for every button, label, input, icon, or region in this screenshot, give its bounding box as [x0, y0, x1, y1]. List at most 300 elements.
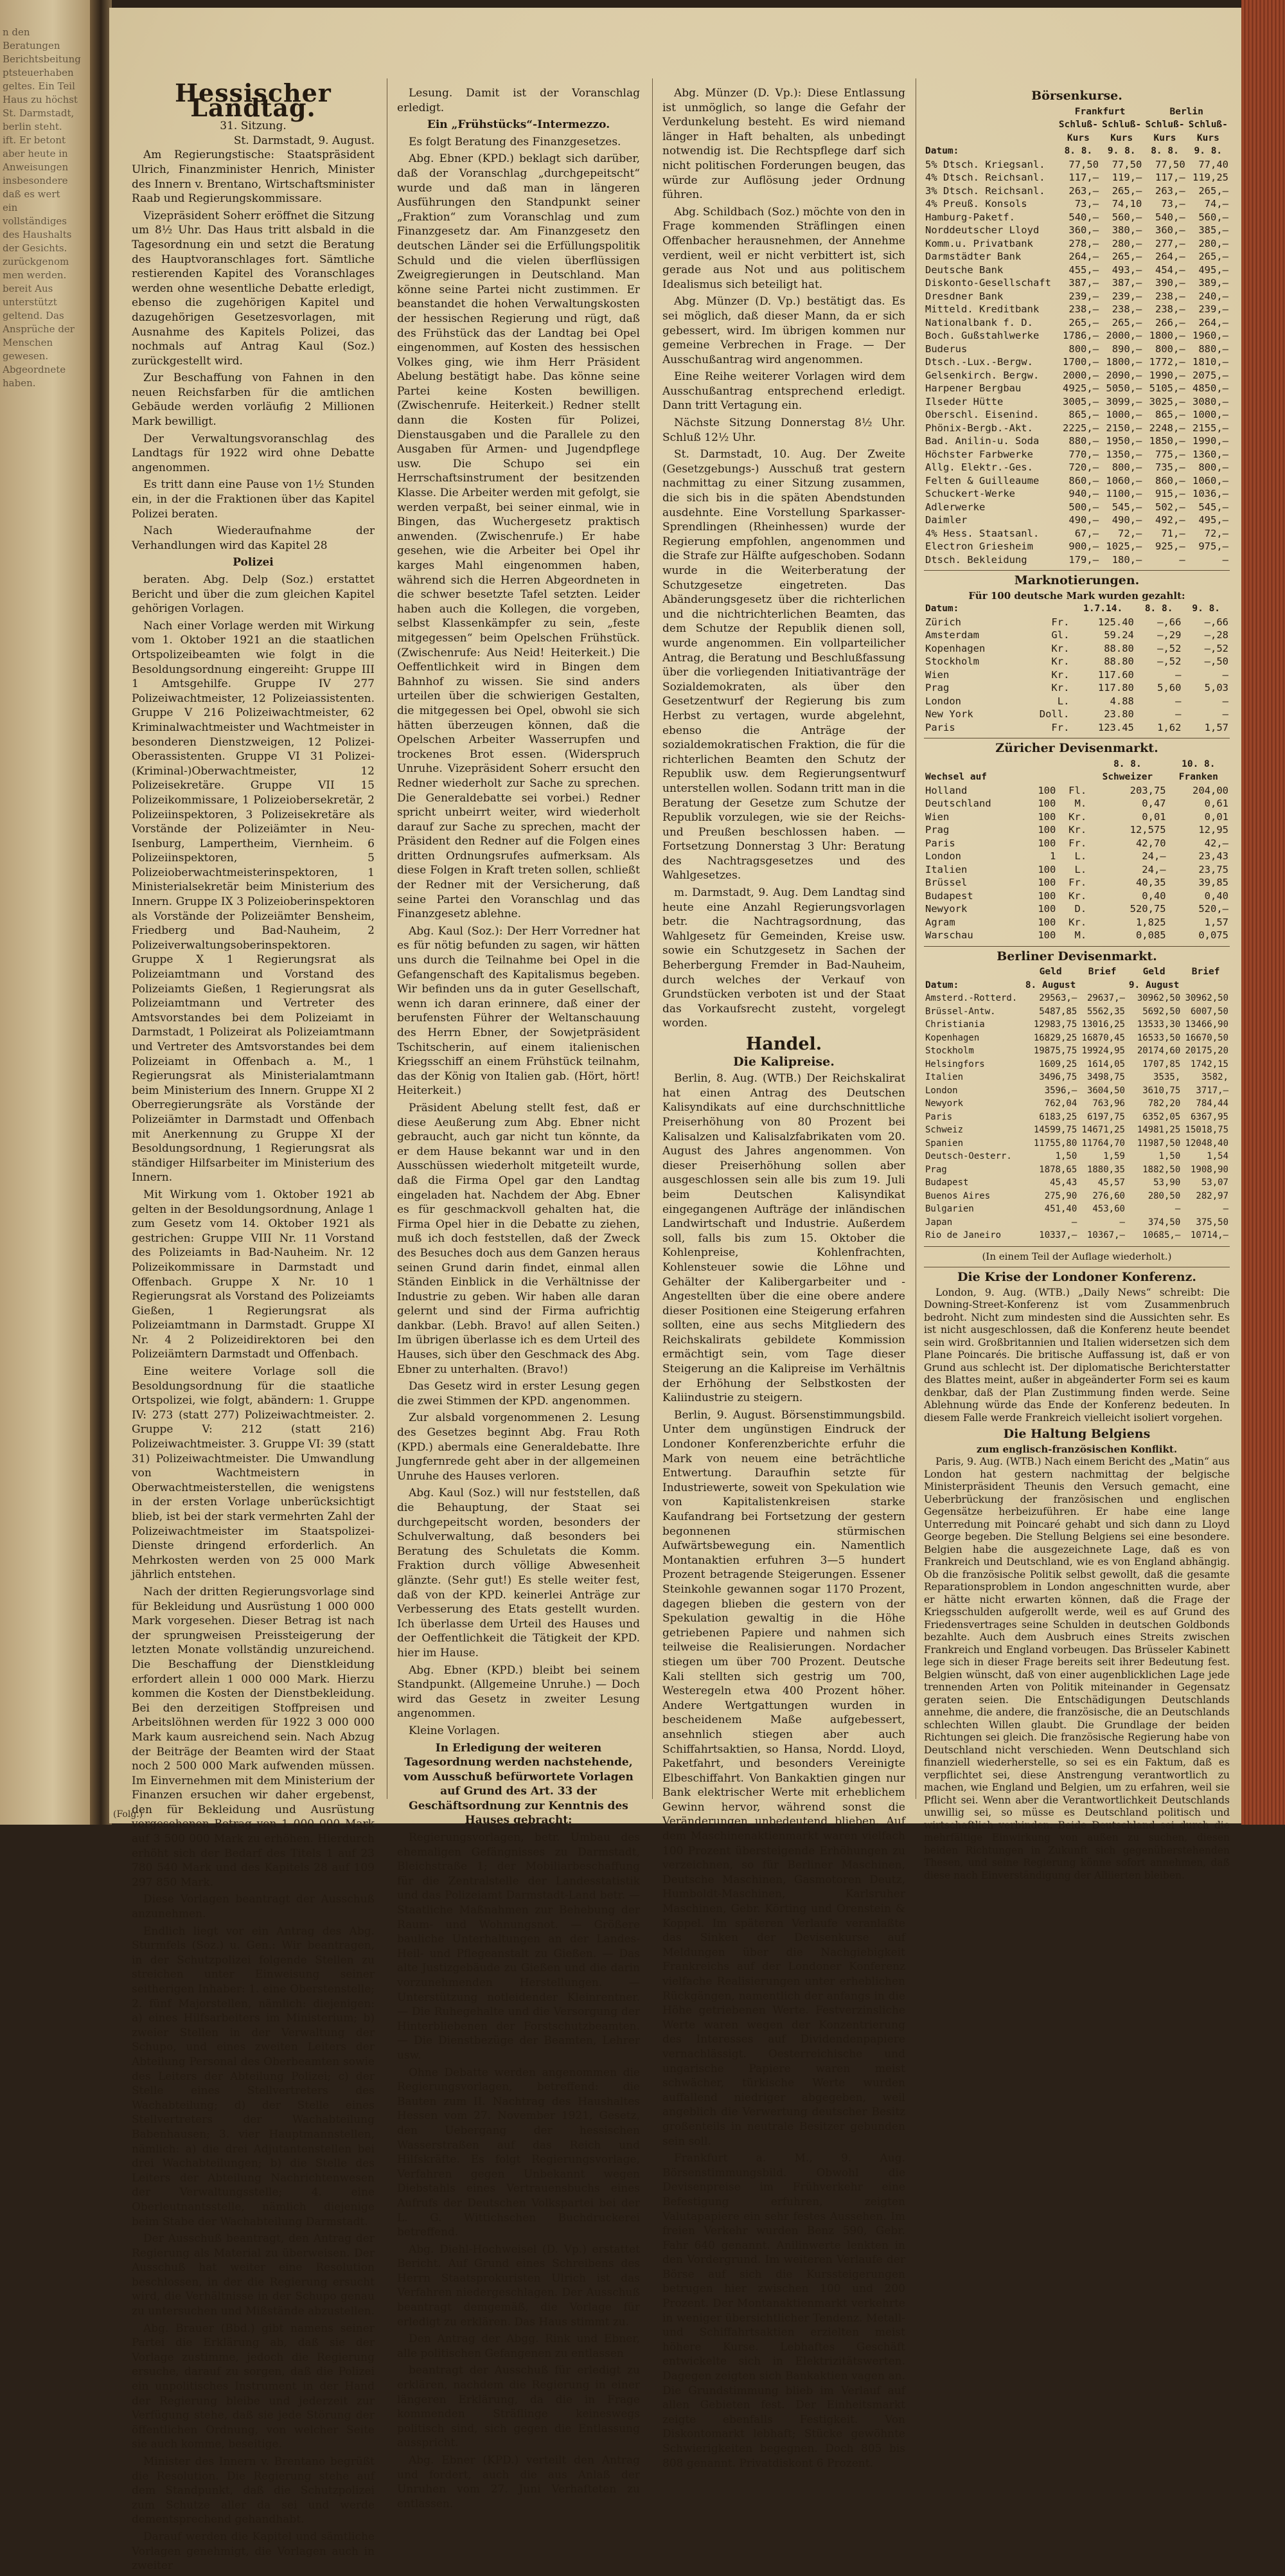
table-cell: — [1174, 1204, 1181, 1214]
table-cell: 940,— [1068, 488, 1099, 499]
table-header-cell: Datum: [925, 146, 959, 156]
subheading: In Erledigung der weiteren Tagesordnung werden nachstehende, vom Ausschuß befürwortete Vorlagen auf Grund des Art. 33 der Geschäftsordnung zur Kenntnis des Hauses gebracht: [403, 1741, 634, 1827]
table-cell: 19924,95 [1081, 1046, 1125, 1056]
table-cell: 0,075 [1198, 929, 1228, 941]
table-cell: 5% Dtsch. Kriegsanl. [925, 158, 1045, 170]
column-3 [662, 86, 905, 2473]
table-row [924, 681, 1230, 695]
zurich-title: Züricher Devisenmarkt. [995, 741, 1158, 755]
table-row [924, 474, 1230, 488]
paragraph: Präsident Abelung stellt fest, daß er diese Aeußerung zum Abg. Ebner nicht gebraucht, auch gar nicht tun könnte, da er dem Hause bekannt war und in den Ausschüssen wiederholt mitgeteilt wurde, daß die Firma Opel gar den Landtag eingeladen hat. Nachdem der Abg. Ebner es für geschmackvoll gehalten hat, die Firma Opel hier in die Debatte zu ziehen, muß ich doch feststellen, daß der Zweck des Besuches doch aus dem Ganzen heraus seinen Grund darin findet, einmal allen Ständen Einblick in die Verhältnisse der Industrie zu geben. Wir haben alle daran gelernt und sind der Firma aufrichtig dankbar. (Lebh. Bravo! auf allen Seiten.) Im übrigen überlasse ich es dem Urteil des Hauses, sich über den Geschmack des Abg. Ebner zu unterhalten. (Bravo!) [397, 1101, 640, 1376]
table-cell: Kr. [1068, 810, 1087, 823]
table-row [924, 540, 1230, 553]
table-cell: Warschau [925, 929, 973, 941]
table-cell: —,66 [1204, 616, 1228, 628]
table-row [924, 382, 1230, 395]
table-cell: 4925,— [1063, 382, 1099, 394]
table-cell: Phönix-Bergb.-Akt. [925, 422, 1033, 434]
table-row [924, 916, 1230, 929]
mark-subtitle: Für 100 deutsche Mark wurden gezahlt: [968, 589, 1185, 602]
table-cell: Adlerwerke [925, 501, 986, 513]
table-header-cell: 9. 8. [1192, 604, 1221, 614]
table-header-cell: Schluß- [1102, 120, 1142, 130]
table-cell: 77,50 [1068, 158, 1099, 170]
table-cell: 263,— [1155, 184, 1185, 197]
table-cell: 204,00 [1192, 784, 1228, 796]
table-header-cell [924, 132, 1057, 145]
table-cell: 975,— [1198, 541, 1228, 552]
table-header-cell: Wechsel auf [925, 772, 988, 782]
table-row [924, 461, 1230, 474]
subheading: Die Kalipreise. [733, 1054, 835, 1069]
table-cell: 6183,25 [1039, 1111, 1077, 1122]
table-row [924, 355, 1230, 369]
table-cell: Stockholm [925, 1046, 974, 1056]
divider [924, 1246, 1230, 1247]
table-cell: 88.80 [1104, 642, 1134, 654]
table-cell: 451,40 [1044, 1204, 1077, 1214]
paragraph: Mit Wirkung vom 1. Oktober 1921 ab gelten in der Besoldungsordnung, Anlage 1 zum Gesetz vom 14. Oktober 1921 als gestrichen: Gruppe VIII Nr. 11 Vorstand des Polizeiamts in Bad-Nauheim. Nr. 12 Polizeikommissare in Darmstadt und Offenbach. Gruppe X Nr. 10 1 Regierungsrat als Vorstand des Polizeiamts Gießen, 1 Regierungsrat als Polizeiamtmann in Darmstadt. Gruppe XI Nr. 4 2 Polizeidirektoren bei den Polizeiämtern Darmstadt und Offenbach. [132, 1188, 375, 1361]
table-cell: 30962,50 [1137, 993, 1181, 1003]
table-cell: 264,— [1068, 251, 1099, 262]
table-header-cell [924, 758, 1026, 771]
table-cell: 4.88 [1110, 695, 1134, 707]
table-cell: — [1222, 553, 1228, 566]
table-cell: Fr. [1068, 877, 1087, 888]
table-row [924, 810, 1230, 824]
table-cell: Fr. [1051, 721, 1070, 733]
table-cell: 380,— [1112, 224, 1142, 236]
boersen-table [924, 105, 1230, 567]
table-cell: 12,95 [1198, 824, 1228, 836]
paragraph: Endlich liegt vor ein Antrag des Abg. Sturmfels (Soz.) u. Gen.: Wir beantragen, in der Schutzpolizei folgende Stellen zu streichen unter Einweisung seiner seitherigen Inhaber: 1. eine Oberstenstelle; 2. fünf Majorstellen, nämlich: diejenigen: a) eines Hilfsarbeiters im Ministerium; b) zweier Stellen in der Verwaltung der Schupo, und eines zweiten Leiters der Abteilung Personal des Oberbeamten sowie des Leiters der Abteilung Polizei; c) der Stelle eines Stellvertreters des Wachabteilung; d) der Stelle eines Stellvertreters der Wachabteilung Babenhausen; 3. vier Hauptmannstellen, nämlich: a) die drei Adjutantenstellen bei drei Wachabteilungen; b) die Stelle des Leiters der Abteilung Nachrichtenwesen der Verwaltungsstelle; 4. eine Oberleutnantsstelle, nämlich diejenige beim Stabe der Wachabteilung Darmstadt. [132, 1924, 375, 2228]
table-cell: London [925, 850, 961, 862]
table-cell: 88.80 [1104, 656, 1134, 667]
table-cell: — [1119, 1217, 1125, 1228]
table-cell: 1350,— [1106, 448, 1142, 460]
table-header-cell: 9. 8. [1194, 146, 1223, 156]
table-header-cell: 9. August [1128, 979, 1180, 990]
table-header-cell: 9. 8. [1107, 146, 1136, 156]
table-cell: 240,— [1198, 290, 1228, 302]
table-row [924, 250, 1230, 264]
table-cell: 117,— [1068, 172, 1099, 183]
table-cell: 6197,75 [1086, 1111, 1125, 1122]
table-cell: 180,— [1112, 553, 1142, 566]
table-header-cell: 1.7.14. [1083, 604, 1123, 614]
table-cell: Fr. [1068, 837, 1087, 849]
table-cell: Zürich [925, 616, 961, 628]
table-header-row [924, 758, 1230, 771]
mark-table [924, 602, 1230, 734]
article-body [662, 86, 905, 2471]
paragraph: Berlin, 8. Aug. (WTB.) Der Reichskalirat hat einen Antrag des Deutschen Kalisyndikats auf eine durchschnittliche Preiserhöhung von 80 Prozent bei Kalisalzen und Kalisalzfabrikaten vom 20. August des Jahres angenommen. Von dieser Preiserhöhung sollen aber ausgeschlossen sein alle bis zum 19. Juli beim Deutschen Kalisyndikat eingegangenen Aufträge der inländischen Landwirtschaft und Industrie. Außerdem soll, falls bis zum 15. Oktober die Kohlenpreise, Kohlenfrachten, Kohlensteuer sowie die Löhne und Gehälter der Kalibergarbeiter und -Angestellten über die eine obere andere dieser Positionen eine Steigerung erfahren sollten, eine aus sechs Mitgliedern des Reichskalirats gebildete Kommission ermächtigt sein, vom Tage dieser Steigerung an die Kalipreise im Verhältnis der Erhöhung der Selbstkosten der Kaliindustrie zu steigern. [662, 1072, 905, 1405]
table-header-cell: Geld [1039, 967, 1062, 977]
table-cell: Buenos Aires [925, 1190, 991, 1201]
table-cell: 263,— [1068, 184, 1099, 197]
table-cell: — [1222, 708, 1228, 720]
paragraph: Minister des Innern v. Brentano begrüßt die Resolution. Die Regierung stehe auf dem Standpunkt, daß die Schutzpolizei zum Schutze aller da sei und werde dementsprechend gehandhabt. [132, 2455, 375, 2527]
table-cell: 495,— [1198, 264, 1228, 276]
subheading: Handel. [745, 1034, 822, 1054]
table-row [924, 1111, 1230, 1124]
table-cell: Kr. [1051, 642, 1070, 654]
table-cell: 1,57 [1204, 721, 1228, 733]
table-row [924, 237, 1230, 251]
paragraph: beantragt der Ausschuß für erledigt zu erklären, nachdem die Regierung in einer längeren Erklärung, da die in Frage kommenden Sträflinge keineswegs politisch sind, sich gegen die Entlassung ausspricht. [397, 2364, 640, 2450]
table-row [924, 1032, 1230, 1045]
table-cell: 860,— [1155, 474, 1185, 487]
table-cell: Kr. [1068, 824, 1087, 836]
table-cell: 492,— [1155, 514, 1185, 526]
table-cell: 1786,— [1063, 330, 1099, 341]
table-row [924, 902, 1230, 916]
table-cell: 490,— [1112, 514, 1142, 526]
table-cell: 6352,05 [1142, 1111, 1181, 1122]
table-cell: 1000,— [1106, 409, 1142, 420]
table-cell: —,52 [1157, 656, 1182, 667]
table-cell: 1036,— [1192, 488, 1228, 499]
table-cell: 239,— [1068, 290, 1099, 302]
table-cell: Amsterd.-Rotterd. [925, 993, 1018, 1003]
table-cell: 0,61 [1204, 798, 1228, 809]
table-cell: 800,— [1198, 461, 1228, 473]
table-cell: 800,— [1155, 343, 1185, 355]
table-cell: 3582, [1201, 1072, 1228, 1082]
table-cell: Electron Griesheim [925, 541, 1033, 552]
divider [924, 570, 1230, 571]
table-cell: 455,— [1068, 264, 1099, 276]
table-cell: Agram [925, 916, 955, 928]
table-cell: Italien [925, 1072, 964, 1082]
table-cell: 265,— [1112, 251, 1142, 262]
paragraph: Eine Reihe weiterer Vorlagen wird dem Ausschußantrag entsprechend erledigt. Dann tritt Vertagung ein. [662, 370, 905, 413]
table-cell: Schuckert-Werke [925, 488, 1015, 499]
table-cell: 1060,— [1192, 474, 1228, 487]
table-cell: 1614,05 [1086, 1059, 1125, 1069]
column-rule [652, 78, 653, 1799]
table-cell: 387,— [1068, 277, 1099, 289]
table-row [924, 837, 1230, 850]
table-cell: 14599,75 [1033, 1125, 1077, 1135]
table-cell: 77,50 [1155, 158, 1185, 170]
table-cell: 16870,45 [1081, 1032, 1125, 1043]
table-cell: 278,— [1068, 237, 1099, 249]
table-row [924, 264, 1230, 277]
table-cell: 3604,50 [1086, 1085, 1125, 1096]
table-header-cell: Schluß- [1188, 120, 1228, 130]
table-cell: 1360,— [1192, 448, 1228, 460]
table-cell: 1000,— [1192, 409, 1228, 420]
table-cell: 1,825 [1135, 916, 1166, 928]
table-row [924, 784, 1230, 798]
table-cell: 280,— [1112, 237, 1142, 249]
table-cell: 3496,75 [1039, 1072, 1077, 1082]
table-row [924, 1044, 1230, 1058]
table-row [924, 1229, 1230, 1242]
table-row [924, 290, 1230, 303]
table-cell: 45,43 [1050, 1177, 1077, 1188]
table-cell: 264,— [1155, 251, 1185, 262]
table-cell: 453,60 [1092, 1204, 1125, 1214]
table-header-cell [1057, 758, 1088, 771]
table-cell: 117.80 [1097, 682, 1134, 693]
table-row [924, 369, 1230, 382]
table-cell: Paris [925, 721, 955, 733]
table-cell: 1025,— [1106, 541, 1142, 552]
table-row [924, 1203, 1230, 1216]
table-cell: Kr. [1051, 668, 1070, 681]
table-cell: 282,97 [1196, 1190, 1228, 1201]
table-cell: Höchster Farbwerke [925, 448, 1033, 460]
table-cell: Fl. [1068, 784, 1087, 796]
table-cell: 3596,— [1044, 1085, 1077, 1096]
article-body [132, 148, 375, 2573]
table-cell: 0,40 [1142, 890, 1166, 902]
table-cell: 5,60 [1157, 682, 1182, 693]
table-cell: —,52 [1204, 642, 1228, 654]
table-cell: 100 [1038, 784, 1056, 796]
table-cell: 14981,25 [1137, 1125, 1181, 1135]
table-cell: Hamburg-Paketf. [925, 211, 1015, 223]
table-row [924, 184, 1230, 198]
table-cell: Rio de Janeiro [925, 1230, 1002, 1240]
table-cell: 23.80 [1104, 708, 1134, 720]
table-cell: 72,— [1118, 527, 1142, 539]
table-cell: 3025,— [1149, 395, 1185, 407]
table-row [924, 1150, 1230, 1163]
belgien-text: Paris, 9. Aug. (WTB.) Nach einem Bericht des „Matin“ aus London hat gestern nachmittag der belgische Ministerpräsident Theunis den Versuch gemacht, eine Ueberbrückung der französischen und englischen Gegensätze herbeizuführen. Er habe eine lange Unterredung mit Poincaré gehabt und sich dann zu Lloyd George begeben. Die Stellung Belgiens sei eine besondere. Belgien habe die ausgezeichnete Lage, daß es von Frankreich und Deutschland, wie es von England abhängig. Ob die französische Politik selbst gewollt, daß die gesamte Reparationsproblem in London angeschnitten wurde, aber er hätte nicht erwarten können, daß die Frage der Kriegsschulden aufgerollt werde, weil es auf Grund des Friedensvertrages seine Schulden in deutschen Goldbonds bezahlte. Auch dem Ausbruch eines Streits zwischen Frankreich und England vorbeugen. Das Brüsseler Kabinett lege sich in dieser Frage bereits seit ihrer Bedeutung fest. Belgien wünscht, daß von einer augenblicklichen Lage jede trennenden Arten von Politik miteinander in Gegensatz geraten seien. Die Entschädigungen Deutschlands annehme, die andere, die französische, die an Deutschlands schlechten Willen glaubt. Die Grundlage der beiden Richtungen sei gleich. Die französische Regierung habe von Deutschland nicht verschieden. Wenn Deutschland sich finanziell wiederherstelle, so sei es ein Faktum, daß es verpflichtet sei, diese Anstrengung verantwortlich zu machen, wie England und Belgien, um zu erfahren, weil sie Pflicht sei. Wenn aber die Verantwortlichkeit Deutschlands unwillig sei, so müsse es Deutschland politisch und wirtschaftlich verbinden. Beide Deutschland sei durch die mehrfältige Einwirkung von außen zu suchen, diesen beiden Richtungen in Zukunft sich gegenüberstehenden Thesen, und seine Regierung könne sofort annehmen, daß diese nach Einverständigung der Alliierten bleiben. [924, 1456, 1230, 1881]
table-cell: 493,— [1112, 264, 1142, 276]
table-row [924, 1123, 1230, 1137]
table-cell: 42,70 [1135, 837, 1166, 849]
table-cell: Harpener Bergbau [925, 382, 1022, 394]
table-header-row [924, 105, 1230, 119]
paragraph: Eine weitere Vorlage soll die Besoldungsordnung für die staatliche Ortspolizei, wie folgt, abändern: 1. Gruppe IV: 273 (statt 277) Polizeiwachtmeister. 2. Gruppe V: 212 (statt 216) Polizeiwachtmeister. 3. Gruppe VI: 39 (statt 31) Polizeiwachtmeister. Die Umwandlung von Wachtmeistern in Oberwachtmeisterstellen, die wenigstens in der ersten Vorlage unberücksichtigt blieb, ist bei der stark vermehrten Zahl der Polizeiwachtmeister im Staatspolizei-Dienste dringend erforderlich. An Mehrkosten werden von 25 000 Mark jährlich entstehen. [132, 1365, 375, 1582]
table-header-cell: Schluß- [1145, 120, 1185, 130]
table-cell: 20175,20 [1185, 1046, 1228, 1056]
book-gutter [90, 0, 112, 1825]
paragraph: Nach Wiederaufnahme der Verhandlungen wird das Kapitel 28 [132, 524, 375, 552]
subheading: Ein „Frühstücks“-Intermezzo. [427, 118, 610, 132]
table-row [924, 1163, 1230, 1177]
table-cell: 14671,25 [1081, 1125, 1125, 1135]
table-cell: 1880,35 [1086, 1164, 1125, 1175]
table-cell: 374,50 [1148, 1217, 1181, 1228]
table-cell: — [1223, 1204, 1228, 1214]
table-cell: 20174,60 [1137, 1046, 1181, 1056]
table-row [924, 1176, 1230, 1190]
table-cell: 545,— [1112, 501, 1142, 513]
table-cell: 3099,— [1106, 395, 1142, 407]
table-cell: 495,— [1198, 514, 1228, 526]
table-cell: —,50 [1204, 656, 1228, 667]
table-cell: Newyork [925, 1098, 964, 1109]
table-header-row [924, 118, 1230, 132]
table-cell: 42,— [1204, 837, 1228, 849]
table-cell: L. [1074, 850, 1087, 862]
table-cell: 1850,— [1149, 435, 1185, 447]
table-header-cell: Brief [1191, 967, 1220, 977]
table-cell: 125.40 [1097, 616, 1134, 628]
table-row [924, 316, 1230, 330]
table-header-cell: Berlin [1169, 106, 1203, 117]
table-header-cell: 8. August [1025, 979, 1076, 990]
page-stack-edge [1241, 0, 1285, 1825]
table-cell: 13466,90 [1185, 1019, 1228, 1030]
table-cell: 13533,30 [1137, 1019, 1181, 1030]
paragraph: Es tritt dann eine Pause von 1½ Stunden ein, in der die Fraktionen über das Kapitel Polizei beraten. [132, 478, 375, 521]
paragraph: Zur Beschaffung von Fahnen in den neuen Reichsfarben für die amtlichen Gebäude werden vorläufig 2 Millionen Mark bewilligt. [132, 371, 375, 429]
paragraph: Ohne Debatte werden angenommen die Regierungsvorlagen, betreffend: die Bauten zum II. Nachtrag des Haushaltes Hessen vom 27. November 1921, Gesetz, den Uebergang der hessischen Wasserstraßen auf das Reich und Hilfskräfte. Es folgt Regierungsvorlage, Verfahren gegen Unbekannt wegen Diebstahls eines Vertrauensbuchs eines Aufrufs der Deutschen Volkspartei bei der L. G. Wittichschen Buchdruckerei betreffend. [397, 2066, 640, 2239]
belgien-subtitle: zum englisch-französischen Konflikt. [976, 1443, 1178, 1455]
table-header-cell: 8. 8. [1144, 604, 1173, 614]
table-cell: 23,75 [1198, 863, 1228, 875]
table-cell: 11755,80 [1033, 1138, 1077, 1149]
table-cell: 24,— [1142, 850, 1166, 862]
table-cell: Deutsch-Oesterr. [925, 1151, 1012, 1161]
table-cell: 100 [1038, 824, 1056, 836]
table-row [924, 708, 1230, 721]
table-cell: 10337,— [1039, 1230, 1077, 1240]
table-cell: 6367,95 [1190, 1111, 1228, 1122]
table-cell: Mitteld. Kreditbank [925, 303, 1040, 315]
table-cell: M. [1074, 798, 1087, 809]
table-cell: 77,40 [1198, 158, 1228, 170]
table-cell: New York [925, 708, 973, 720]
table-cell: 265,— [1112, 184, 1142, 197]
table-cell: 0,40 [1204, 890, 1228, 902]
table-cell: 6007,50 [1190, 1006, 1228, 1017]
table-header-cell: Kurs [1067, 132, 1090, 143]
table-cell: 67,— [1074, 527, 1099, 539]
table-cell: 275,90 [1044, 1190, 1077, 1201]
table-header-row [924, 132, 1230, 145]
table-cell: 10714,— [1190, 1230, 1228, 1240]
table-cell: 880,— [1198, 343, 1228, 355]
table-cell: 100 [1038, 877, 1056, 888]
table-cell: 502,— [1155, 501, 1185, 513]
table-cell: 5692,50 [1142, 1006, 1181, 1017]
table-cell: 925,— [1155, 541, 1185, 552]
table-cell: L. [1057, 695, 1070, 707]
table-cell: 1742,15 [1190, 1059, 1228, 1069]
table-row [924, 408, 1230, 422]
paragraph: Zur alsbald vorgenommenen 2. Lesung des Gesetzes beginnt Abg. Frau Roth (KPD.) abermals eine Generaldebatte. Ihre Jungfernrede geht aber in der allgemeinen Unruhe des Hauses verloren. [397, 1411, 640, 1483]
berlin-table [924, 965, 1230, 1242]
table-row [924, 329, 1230, 343]
table-cell: 16670,50 [1185, 1032, 1228, 1043]
table-row [924, 158, 1230, 172]
table-cell: 360,— [1068, 224, 1099, 236]
table-cell: 77,50 [1112, 158, 1142, 170]
paragraph: Nach der dritten Regierungsvorlage sind für Bekleidung und Ausrüstung 1 000 000 Mark vorgesehen. Dieser Betrag ist nach der sprungweisen Preissteigerung der letzten Monate vollständig unzureichend. Die Beschaffung der Dienstkleidung erfordert allein 1 000 000 Mark. Hierzu kommen die Kosten der Dienstbekleidung. Bei den derzeitigen Stoffpreisen und Arbeitslöhnen werden für 1922 3 000 000 Mark kaum ausreichend sein. Nach Abzug der Beiträge der Beamten wird der Staat noch 2 500 000 Mark aufwenden müssen. Im Einvernehmen mit dem Ministerium der Finanzen ersuchen wir daher ergebenst, den für Bekleidung und Ausrüstung vorgesehenen Betrag von 1 000 000 Mark auf 3 500 000 Mark zu erhöhen. Hierdurch erhöht sich der Bedarf des Titels 1 auf 23 780 540 Mark und des Kapitels 28 auf 109 297 850 Mark. [132, 1585, 375, 1889]
table-header-cell: 10. 8. [1182, 758, 1216, 769]
table-cell: 10685,— [1142, 1230, 1181, 1240]
table-cell: 19875,75 [1033, 1046, 1077, 1056]
table-header-cell: Frankfurt [1074, 106, 1126, 117]
table-row [924, 514, 1230, 527]
table-row [924, 797, 1230, 810]
table-cell: 12983,75 [1033, 1019, 1077, 1030]
table-cell: 74,10 [1112, 198, 1142, 210]
table-cell: London [925, 695, 961, 707]
table-row [924, 211, 1230, 224]
table-cell: L. [1074, 863, 1087, 875]
paragraph: Abg. Diehl-Hochweisel (D. Vp.) erstattet Bericht. Auf Grund eines Schreibens des Herrn Staatsprokuristen Ulrich ist das Verfahren niedergeschlagen. Der Ausschuß beantragt demgemäß, die Vorlage für erledigt zu erklären. Das Haus stimmt zu. [397, 2242, 640, 2329]
table-cell: 280,— [1198, 237, 1228, 249]
table-cell: Kr. [1068, 916, 1087, 928]
table-cell: 15018,75 [1185, 1125, 1228, 1135]
table-cell: 1950,— [1106, 435, 1142, 447]
table-header-cell: Kurs [1196, 132, 1219, 143]
table-header-cell [1020, 602, 1070, 616]
table-cell: 454,— [1155, 264, 1185, 276]
table-header-cell [1026, 758, 1057, 771]
divider [924, 946, 1230, 947]
krise-text: London, 9. Aug. (WTB.) „Daily News“ schreibt: Die Downing-Street-Konferenz ist vom Zusammenbruch bedroht. Nicht zum mindesten sind die Aussichten sehr. Es ist nicht ausgeschlossen, daß die Konferenz heute beendet sein wird. Großbritannien und Italien widersetzen sich dem Plane Poincarés. Die britische Auffassung ist, daß er von Grund aus schlecht ist. Der diplomatische Berichterstatter des Blattes meint, außer in abgeänderter Form sei es kaum denkbar, daß der Plan Zustimmung finden werde. Seine Ablehnung würde das Ende der Konferenz bedeuten. In diesem Falle werde Frankreich vielleicht isoliert vorgehen. [924, 1286, 1230, 1424]
table-row [924, 1216, 1230, 1230]
table-cell: 239,— [1198, 303, 1228, 315]
table-cell: 1,54 [1207, 1151, 1228, 1161]
table-cell: 100 [1038, 890, 1056, 902]
table-cell: Fr. [1051, 616, 1070, 628]
table-cell: 203,75 [1130, 784, 1166, 796]
table-cell: 100 [1038, 916, 1056, 928]
table-cell: 276,60 [1092, 1190, 1125, 1201]
table-cell: 784,44 [1196, 1098, 1228, 1109]
table-cell: Kr. [1068, 890, 1087, 902]
table-header-cell: Datum: [925, 979, 959, 990]
edition-note: (In einem Teil der Auflage wiederholt.) [982, 1250, 1172, 1262]
table-cell: 1908,90 [1190, 1164, 1228, 1175]
table-cell: 1,50 [1055, 1151, 1077, 1161]
table-cell: Dresdner Bank [925, 290, 1004, 302]
paragraph: Abg. Münzer (D. Vp.): Diese Entlassung ist unmöglich, so lange die Gefahr der Verdunkelung besteht. Es wird niemand länger in Haft behalten, als unbedingt notwendig ist. Die Rechtspflege darf sich nicht politischen Forderungen beugen, das würde zur Auflösung jeder Ordnung führen. [662, 87, 905, 202]
paragraph: Abg. Brauer (Bbd.) gibt namens seiner Partei die Erklärung ab, daß sie der Vorlage zustimme, jedoch die Regierung ersuche, darauf zu sorgen, daß die Polizei ein unpolitisches Instrument in der Hand der Regierung bleibe und jederzeit zur Verfügung stehe, daß sie jede Störung der öffentlichen Ordnung, von welcher Seite sie auch komme, beseitige. [132, 2321, 375, 2451]
table-cell: 119,— [1112, 172, 1142, 183]
table-cell: Kopenhagen [925, 1032, 980, 1043]
paragraph: Berlin, 9. August. Börsenstimmungsbild. Unter dem ungünstigen Eindruck der Londoner Konferenzberichte erfuhr die Mark von neuem eine beträchtliche Entwertung. Daraufhin setzte für Industriewerte, soweit von Spekulation wie von Kapitalistenkreisen starke Kaufandrang bei Fortsetzung der gestern begonnenen stürmischen Aufwärtsbewegung ein. Namentlich Montanaktien erfuhren 3—5 hundert Prozent betragende Steigerungen. Essener Steinkohle gewannen sogar 1170 Prozent, dagegen blieben die gestern von der Spekulation gewaltig in die Höhe getriebenen Papiere und nahmen sich teilweise die Realisierungen. Nordacher stiegen um über 700 Prozent. Deutsche Kali stellten sich gestrig um 700, Westeregeln etwa 400 Prozent höher. Andere Wertgattungen wurden in bescheidenem Maße aufgebessert, ansehnlich stiegen aber auch Schiffahrtsaktien, so Hansa, Nordd. Lloyd, Paketfahrt, und besonders Vereinigte Elbeschiffahrt. Von Bankaktien gingen nur Bank elektrischer Werte mit erheblichem Gewinn hervor, während sonst die Veränderungen unbedeutend blieben. Auf dem Maschinenaktienmarkt waren vielfach 100 Prozent übersteigende Erhöhungen zu verzeichnen, so für Berliner Maschinen, Deutsche Maschinen, Gasmotoren Deutz, Humboldt-Maschinen, Karlsruher Maschinen, Gebr. Körting und Orenstein & Koppel. Im späteren Verlaufe veranlaßte das Sinken der Devisenkurse auf Meldungen über die Nachgiebigkeit Frankreichs auf der Londoner Konferenz vielfache Realisierungen unter erheblichen Rückgängen, namentlich der anfangs in die Höhe getriebenen Werte. Festverzinsliche Werte waren wegen der Konzentrierung des Interesses auf Dividendenpapiere vernachlässigt. Oesterreichische und ungarische Papiere waren meist schwächer, türkische Werte wurden auffallend niedriger abgegeben, weil angeblich die Verwertung deutscher Besitz großenteils in neutrale Besitzer gebunden sein soll. [662, 1408, 905, 2148]
table-cell: Kr. [1051, 682, 1070, 693]
table-cell: 915,— [1155, 488, 1185, 499]
table-cell: 3080,— [1192, 395, 1228, 407]
table-cell: 775,— [1155, 448, 1185, 460]
table-cell: 545,— [1198, 501, 1228, 513]
table-cell: 735,— [1155, 461, 1185, 473]
subheading: Polizei [233, 556, 274, 569]
table-cell: 5050,— [1106, 382, 1142, 394]
mark-title: Marknotierungen. [1014, 573, 1140, 587]
table-header-cell [1026, 771, 1057, 784]
table-cell: Newyork [925, 903, 968, 915]
table-row [924, 1018, 1230, 1032]
table-header-cell: Schluß- [1058, 120, 1098, 130]
table-cell: Prag [925, 1164, 947, 1175]
table-cell: Boch. Gußstahlwerke [925, 330, 1040, 341]
table-cell: 4% Hess. Staatsanl. [925, 527, 1040, 539]
table-cell: 100 [1038, 798, 1056, 809]
table-row [924, 448, 1230, 461]
paragraph: Der Ausschuß beantragt, den Antrag der Regierung als Material zu überweisen. Der Ausschuß hat weiter eine Resolution beschlossen, in der die Regierung ersucht wird, die Verhältnisse in der Schupo genau zu untersuchen und Mißstände abzustellen. [132, 2232, 375, 2318]
table-header-cell [924, 965, 1023, 979]
table-header-cell: Datum: [925, 604, 959, 614]
paragraph: St. Darmstadt, 10. Aug. Der Zweite (Gesetzgebungs-) Ausschuß trat gestern nachmittag zu einer Sitzung zusammen, die sich bis in die späten Abendstunden ausdehnte. Eine Vorstellung Sparkasser-Sprendlingen (Rheinhessen) wurde der Regierung empfohlen, angenommen und die Strafe zur Hälfte aufgeschoben. Sodann wurde in die Weiterberatung der Schutzgesetze eingetreten. Das Abänderungsgesetz über die richterlichen und die nichtrichterlichen Beamten, das dem Schutze der Republik dienen soll, wurde angenommen. Ein vollparteilicher Antrag, die Beratung und Beschlußfassung über die vorliegenden Initiativanträge der Sozialdemokraten, als über den Gesetzentwurf der Regierung bis zum Herbst zu vertagen, wurde abgelehnt, ebenso die Anträge der sozialdemokratischen Fraktion, die für die richterlichen Beamten den Schutz der Republik usw. dem Regierungsentwurf unterstellen wollen. Sodann tritt man in die Beratung der Gesetze zum Schutze der Republik vorzulegen, wie sie der Reichs- und Preußen beschlossen haben. — Fortsetzung Donnerstag 3 Uhr: Beratung des Nachtragsgesetzes und des Wahlgesetzes. [662, 448, 905, 882]
table-row [924, 487, 1230, 501]
table-cell: 1,62 [1157, 721, 1182, 733]
table-cell: 117,— [1155, 172, 1185, 183]
table-cell: 100 [1038, 863, 1056, 875]
